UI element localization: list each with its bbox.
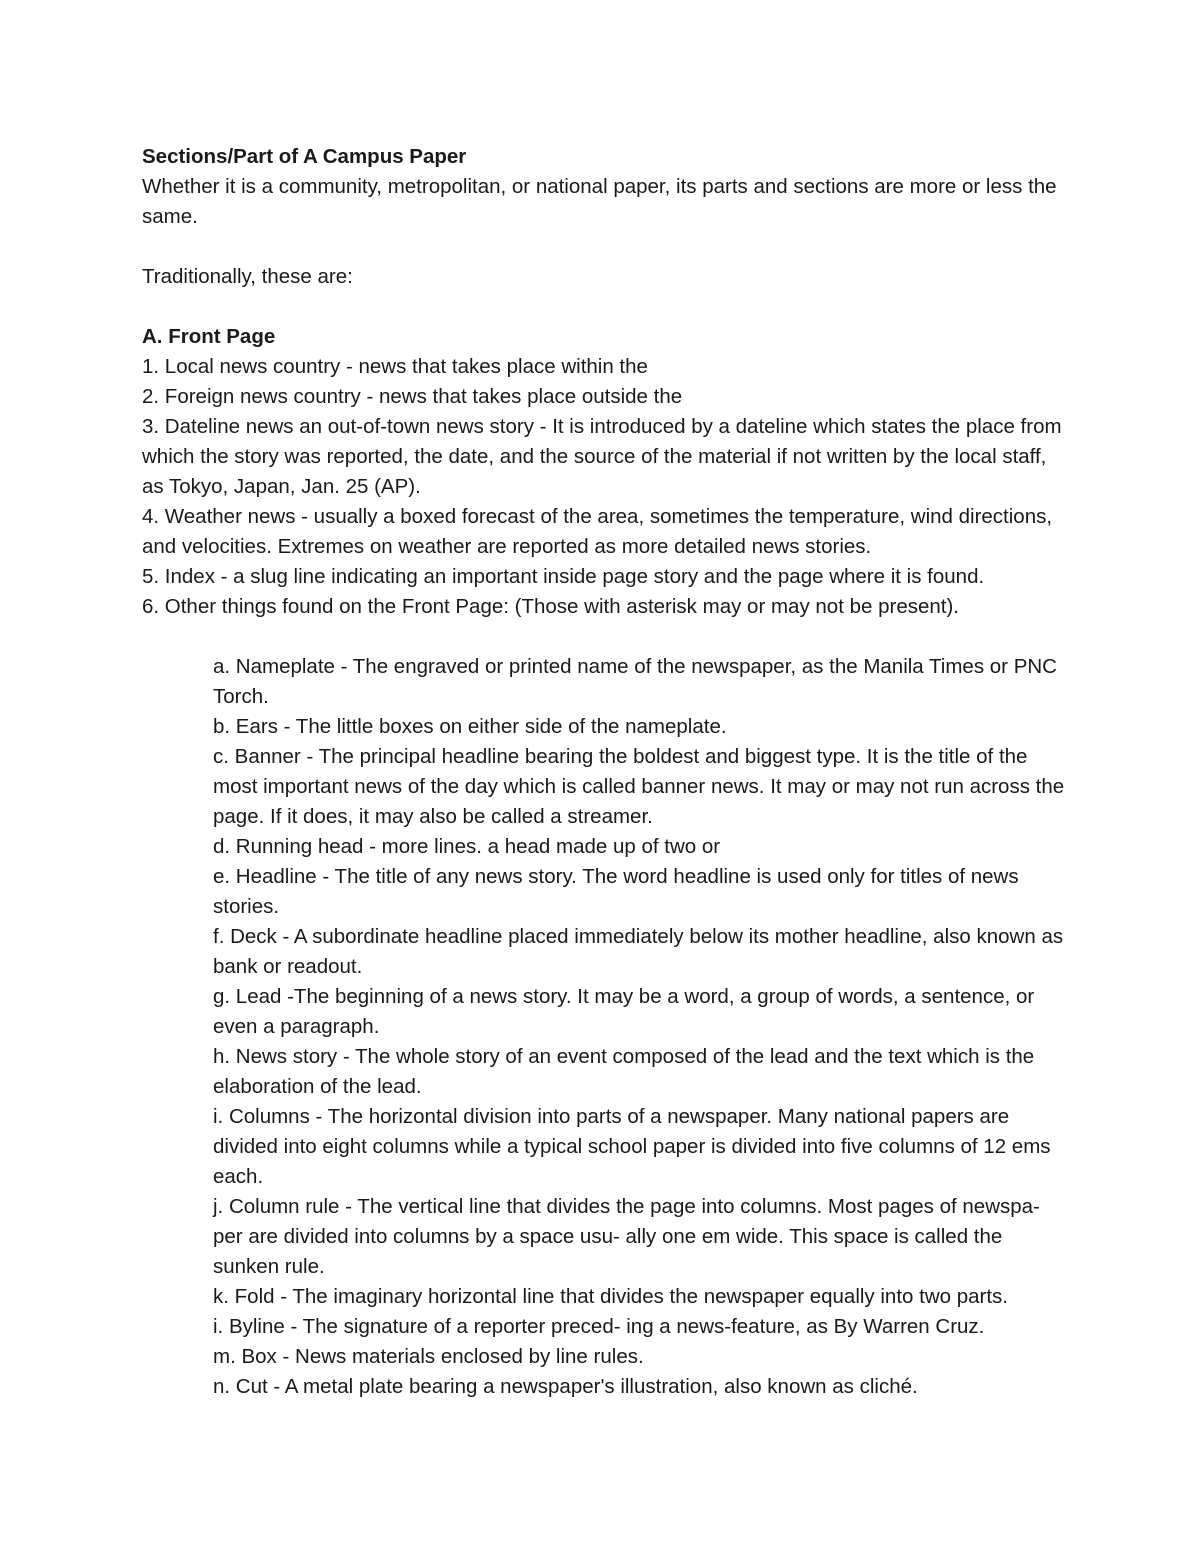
- spacer: [142, 232, 1072, 262]
- section-heading-front-page: A. Front Page: [142, 325, 276, 348]
- document-title: Sections/Part of A Campus Paper: [142, 145, 467, 168]
- traditionally-paragraph: Traditionally, these are:: [142, 265, 353, 288]
- list-item: 2. Foreign news country - news that takes place outside the: [142, 385, 683, 408]
- list-item: 5. Index - a slug line indicating an important inside page story and the page where it is found.: [142, 565, 985, 588]
- sub-list-item: g. Lead -The beginning of a news story. It may be a word, a group of words, a sentence, or even a paragraph.: [213, 985, 1035, 1038]
- front-page-list: [142, 352, 1072, 622]
- sub-list-item: a. Nameplate - The engraved or printed name of the newspaper, as the Manila Times or PNC Torch.: [213, 655, 1057, 708]
- sub-list-item: c. Banner - The principal headline bearing the boldest and biggest type. It is the title of the most important news of the day which is called banner news. It may or may not run across the page. If it does, it may also be called a streamer.: [213, 745, 1065, 828]
- sub-list-item: i. Columns - The horizontal division into parts of a newspaper. Many national papers are divided into eight columns while a typical school paper is divided into five columns of 12 ems each.: [213, 1105, 1051, 1188]
- document-page: [142, 142, 1072, 1402]
- spacer: [142, 292, 1072, 322]
- list-item: 1. Local news country - news that takes place within the: [142, 355, 648, 378]
- list-item: 6. Other things found on the Front Page: (Those with asterisk may or may not be present).: [142, 595, 959, 618]
- list-item: 4. Weather news - usually a boxed forecast of the area, sometimes the temperature, wind directions, and velocities. Extremes on weather are reported as more detailed news stories.: [142, 505, 1053, 558]
- sub-list-item: m. Box - News materials enclosed by line rules.: [213, 1345, 644, 1368]
- sub-list-item: i. Byline - The signature of a reporter preced- ing a news-feature, as By Warren Cruz.: [213, 1315, 985, 1338]
- front-page-things-list: [142, 652, 1072, 1402]
- sub-list-item: h. News story - The whole story of an event composed of the lead and the text which is the elaboration of the lead.: [213, 1045, 1035, 1098]
- sub-list-item: e. Headline - The title of any news story. The word headline is used only for titles of news stories.: [213, 865, 1019, 918]
- sub-list-item: j. Column rule - The vertical line that divides the page into columns. Most pages of newspa- per are divided into columns by a space usu- ally one em wide. This space is called the sunken rule.: [213, 1195, 1040, 1278]
- spacer: [142, 622, 1072, 652]
- sub-list-item: d. Running head - more lines. a head made up of two or: [213, 835, 721, 858]
- sub-list-item: f. Deck - A subordinate headline placed immediately below its mother headline, also known as bank or readout.: [213, 925, 1064, 978]
- intro-paragraph: Whether it is a community, metropolitan, or national paper, its parts and sections are more or less the same.: [142, 175, 1057, 228]
- list-item: 3. Dateline news an out-of-town news story - It is introduced by a dateline which states the place from which the story was reported, the date, and the source of the material if not written by the local staff, as Tokyo, Japan, Jan. 25 (AP).: [142, 415, 1062, 498]
- sub-list-item: n. Cut - A metal plate bearing a newspaper's illustration, also known as cliché.: [213, 1375, 918, 1398]
- sub-list-item: b. Ears - The little boxes on either side of the nameplate.: [213, 715, 727, 738]
- sub-list-item: k. Fold - The imaginary horizontal line that divides the newspaper equally into two parts.: [213, 1285, 1008, 1308]
